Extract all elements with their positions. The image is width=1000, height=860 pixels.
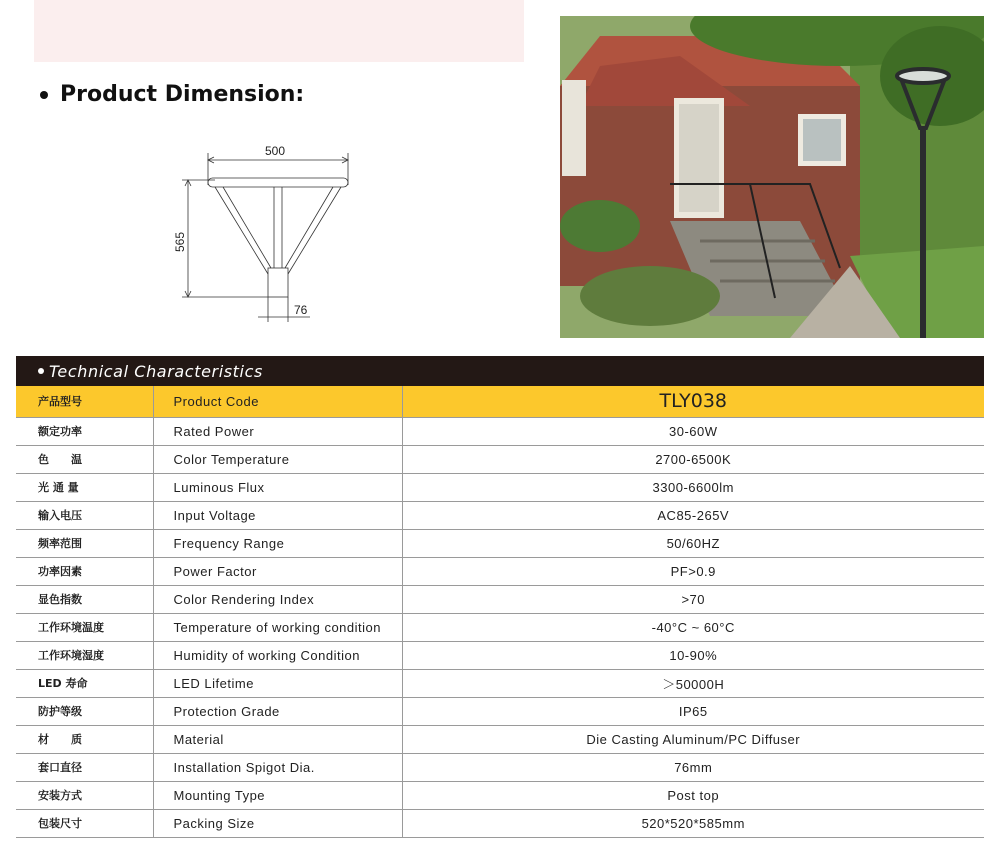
spec-label-cn: 包装尺寸 — [16, 809, 153, 837]
spec-label-en: Packing Size — [153, 809, 402, 837]
spec-value: 30-60W — [402, 417, 984, 445]
spec-value: 10-90% — [402, 641, 984, 669]
spec-label-cn: 功率因素 — [16, 557, 153, 585]
spec-label-en: Protection Grade — [153, 697, 402, 725]
spec-value: PF>0.9 — [402, 557, 984, 585]
spec-label-cn: 材 质 — [16, 725, 153, 753]
spec-label-en: Luminous Flux — [153, 473, 402, 501]
table-row — [16, 753, 984, 781]
table-row — [16, 613, 984, 641]
table-row — [16, 697, 984, 725]
spec-label-cn: 光 通 量 — [16, 473, 153, 501]
table-row — [16, 809, 984, 837]
table-row — [16, 417, 984, 445]
spec-value: 76mm — [402, 753, 984, 781]
spec-label-en: Input Voltage — [153, 501, 402, 529]
table-row — [16, 529, 984, 557]
width-dimension-label: 500 — [265, 144, 286, 158]
spec-value: ＞50000H — [402, 669, 984, 697]
spec-label-en: LED Lifetime — [153, 669, 402, 697]
spec-label-en: Temperature of working condition — [153, 613, 402, 641]
spec-label-cn: 输入电压 — [16, 501, 153, 529]
spec-label-cn: 防护等级 — [16, 697, 153, 725]
spec-label-en: Material — [153, 725, 402, 753]
spec-label-cn: 频率范围 — [16, 529, 153, 557]
spec-label-en: Frequency Range — [153, 529, 402, 557]
spec-label-cn: 工作环境温度 — [16, 613, 153, 641]
table-row — [16, 585, 984, 613]
spec-value: 2700-6500K — [402, 445, 984, 473]
garden-lamp-photo — [560, 16, 984, 338]
spec-label-en: Humidity of working Condition — [153, 641, 402, 669]
spec-label-en: Product Code — [153, 386, 402, 417]
table-row — [16, 386, 984, 417]
technical-characteristics-title: Technical Characteristics — [49, 361, 263, 381]
spec-value: AC85-265V — [402, 501, 984, 529]
spigot-dimension-label: 76 — [294, 303, 308, 317]
table-row — [16, 473, 984, 501]
bullet-icon — [38, 368, 44, 374]
spec-label-cn: 额定功率 — [16, 417, 153, 445]
spec-label-cn: LED 寿命 — [16, 669, 153, 697]
table-row — [16, 781, 984, 809]
spec-table — [16, 386, 984, 838]
spec-label-cn: 套口直径 — [16, 753, 153, 781]
table-row — [16, 641, 984, 669]
table-row — [16, 501, 984, 529]
spec-value: 3300-6600lm — [402, 473, 984, 501]
spec-label-cn: 工作环境湿度 — [16, 641, 153, 669]
spec-label-en: Mounting Type — [153, 781, 402, 809]
spec-label-en: Color Temperature — [153, 445, 402, 473]
table-row — [16, 725, 984, 753]
spec-label-cn: 色 温 — [16, 445, 153, 473]
spec-label-en: Power Factor — [153, 557, 402, 585]
spec-value: Die Casting Aluminum/PC Diffuser — [402, 725, 984, 753]
spec-value: TLY038 — [402, 386, 984, 417]
spec-label-en: Rated Power — [153, 417, 402, 445]
spec-label-cn: 显色指数 — [16, 585, 153, 613]
spec-value: 50/60HZ — [402, 529, 984, 557]
spec-value: Post top — [402, 781, 984, 809]
table-row — [16, 557, 984, 585]
spec-value: IP65 — [402, 697, 984, 725]
height-dimension-label: 565 — [173, 231, 187, 252]
product-dimension-title — [40, 82, 304, 107]
technical-characteristics-header — [16, 356, 984, 386]
table-row — [16, 445, 984, 473]
spec-value: -40°C ~ 60°C — [402, 613, 984, 641]
spec-label-en: Color Rendering Index — [153, 585, 402, 613]
product-dimension-label: Product Dimension: — [60, 82, 305, 107]
spec-label-cn: 产品型号 — [16, 386, 153, 417]
bullet-icon — [40, 91, 48, 99]
table-row — [16, 669, 984, 697]
spec-label-en: Installation Spigot Dia. — [153, 753, 402, 781]
spec-value: >70 — [402, 585, 984, 613]
dimension-diagram — [160, 140, 380, 325]
spec-value: 520*520*585mm — [402, 809, 984, 837]
top-banner — [34, 0, 524, 62]
spec-label-cn: 安装方式 — [16, 781, 153, 809]
